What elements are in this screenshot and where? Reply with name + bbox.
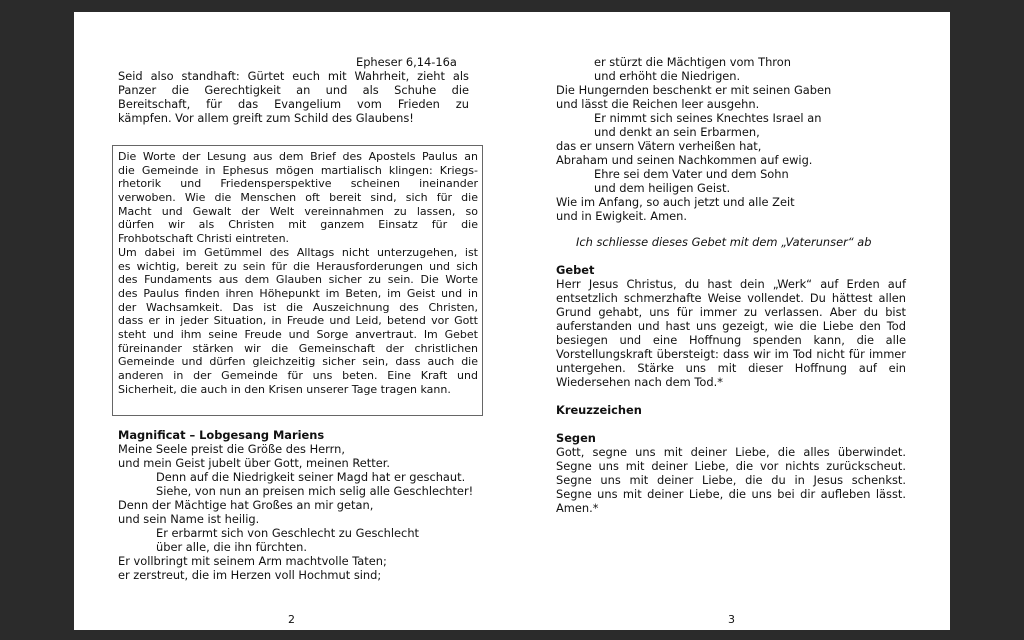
- magnificat-line: und erhöht die Niedrigen.: [594, 69, 741, 83]
- commentary-line: rhetorik und Friedensperspektive scheinen ineinander: [118, 177, 478, 191]
- commentary-line: Macht und Gewalt der Welt vereinnahmen zu lassen, so: [118, 204, 478, 218]
- page-left: [74, 12, 512, 630]
- prayer-line: Vorstellungskraft übersteigt: dass wir im Tod nicht für immer: [556, 347, 906, 361]
- magnificat-line: und mein Geist jubelt über Gott, meinen Retter.: [118, 456, 390, 470]
- blessing-title: Segen: [556, 431, 596, 445]
- prayer-line: Herr Jesus Christus, du hast dein „Werk“ auf Erden auf: [556, 277, 906, 291]
- cross-sign-title: Kreuzzeichen: [556, 403, 642, 417]
- magnificat-line: Siehe, von nun an preisen mich selig alle Geschlechter!: [156, 484, 474, 498]
- prayer-text: [556, 277, 906, 389]
- magnificat-line: Ehre sei dem Vater und dem Sohn: [594, 167, 789, 181]
- magnificat-line: und sein Name ist heilig.: [118, 512, 260, 526]
- commentary-line: dass er in jeder Situation, in Freude und Leid, betend vor Gott: [118, 314, 478, 328]
- blessing-line: Amen.*: [556, 501, 599, 515]
- commentary-line: verwoben. Wie die Menschen oft bereit sind, sich für die: [118, 191, 478, 205]
- commentary-box: [112, 145, 483, 416]
- magnificat-line: Er vollbringt mit seinem Arm machtvolle Taten;: [118, 554, 387, 568]
- reading-line: Seid also standhaft: Gürtet euch mit Wahrheit, zieht als: [118, 69, 469, 83]
- reading-line: Bereitschaft, für das Evangelium vom Frieden zu: [118, 97, 469, 111]
- blessing-line: Segne uns mit deiner Liebe, die vor nichts zurückscheut.: [556, 459, 906, 473]
- commentary-line: des Fundaments aus dem Glauben sicher zu sein. Die Worte: [118, 273, 478, 287]
- magnificat-line: Wie im Anfang, so auch jetzt und alle Zeit: [556, 195, 795, 209]
- page-number: 2: [288, 613, 295, 626]
- magnificat-text: [118, 442, 473, 582]
- magnificat-line: Abraham und seinen Nachkommen auf ewig.: [556, 153, 813, 167]
- blessing-line: Segne uns mit deiner Liebe, die du in Jesus schenkst.: [556, 473, 906, 487]
- prayer-line: Wiedersehen nach dem Tod.*: [556, 375, 723, 389]
- magnificat-line: Er nimmt sich seines Knechtes Israel an: [594, 111, 822, 125]
- page-right: [512, 12, 950, 630]
- magnificat-line: über alle, die ihn fürchten.: [156, 540, 308, 554]
- prayer-line: besiegen und eine Hoffnung spenden kann, die alle: [556, 333, 906, 347]
- magnificat-line: Denn der Mächtige hat Großes an mir getan,: [118, 498, 374, 512]
- magnificat-line: und in Ewigkeit. Amen.: [556, 209, 688, 223]
- magnificat-line: Denn auf die Niedrigkeit seiner Magd hat er geschaut.: [156, 470, 466, 484]
- magnificat-line: Die Hungernden beschenkt er mit seinen Gaben: [556, 83, 832, 97]
- magnificat-title: Magnificat – Lobgesang Mariens: [118, 428, 325, 442]
- magnificat-line: Meine Seele preist die Größe des Herrn,: [118, 442, 345, 456]
- commentary-line: Frohbotschaft Christi eintreten.: [118, 232, 290, 246]
- commentary-line: anderen in der Gemeinde für uns beten. Eine Kraft und: [118, 369, 478, 382]
- commentary-line: die Gemeinde in Ephesus mögen martialisch klingen: Kriegs-: [118, 163, 478, 177]
- magnificat-continued: [556, 55, 831, 223]
- commentary-line: dürfen wir als Christen mit ganzem Einsatz für die: [118, 218, 478, 232]
- commentary-line: des Paulus finden ihren Höhepunkt im Beten, im Geist und in: [118, 286, 478, 300]
- commentary-line: der Wachsamkeit. Das ist die Auszeichnung des Christen,: [118, 300, 478, 314]
- magnificat-line: und dem heiligen Geist.: [594, 181, 731, 195]
- reading-text: [118, 69, 469, 125]
- page-number: 3: [728, 613, 735, 626]
- reading-line: Panzer die Gerechtigkeit an und als Schuhe die: [118, 83, 469, 97]
- commentary-line: Gemeinde und dürfen gleichzeitig sicher sein, dass auch die: [118, 355, 478, 369]
- prayer-line: Grund gehabt, uns für immer zu verlassen. Aber du bist: [556, 305, 906, 319]
- commentary-line: Die Worte der Lesung aus dem Brief des Apostels Paulus an: [118, 150, 478, 163]
- document-spread: [74, 12, 950, 630]
- blessing-text: [556, 445, 906, 515]
- magnificat-line: er stürzt die Mächtigen vom Thron: [594, 55, 791, 69]
- vaterunser-note: Ich schliesse dieses Gebet mit dem „Vaterunser“ ab: [576, 235, 872, 249]
- commentary-line: es wichtig, bereit zu sein für die Herausforderungen und sich: [118, 259, 478, 273]
- commentary-line: Sicherheit, die auch in den Krisen unserer Tage tragen kann.: [118, 382, 451, 396]
- blessing-line: Segne uns mit deiner Liebe, die uns bei dir aufleben lässt.: [556, 487, 906, 501]
- commentary-line: steht und ihm seine Freude und Sorge anvertraut. Im Gebet: [118, 327, 478, 341]
- magnificat-line: Er erbarmt sich von Geschlecht zu Geschlecht: [156, 526, 420, 540]
- blessing-line: Gott, segne uns mit deiner Liebe, die alles überwindet.: [556, 445, 906, 459]
- prayer-title: Gebet: [556, 263, 595, 277]
- prayer-line: untergehen. Stärke uns mit dieser Hoffnung auf ein: [556, 361, 906, 375]
- prayer-line: entsetzlich schmerzhafte Weise vollendet. Du hättest allen: [556, 291, 906, 305]
- commentary-line: füreinander stärken wir die Gemeinschaft der christlichen: [118, 341, 478, 355]
- magnificat-line: und denkt an sein Erbarmen,: [594, 125, 760, 139]
- commentary-line: Um dabei im Getümmel des Alltags nicht unterzugehen, ist: [118, 245, 478, 259]
- magnificat-line: und lässt die Reichen leer ausgehn.: [556, 97, 760, 111]
- reading-line: kämpfen. Vor allem greift zum Schild des Glaubens!: [118, 111, 414, 125]
- scripture-reference: Epheser 6,14-16a: [356, 55, 457, 69]
- prayer-line: auferstanden und hast uns gezeigt, wie die Liebe den Tod: [556, 319, 906, 333]
- magnificat-line: er zerstreut, die im Herzen voll Hochmut sind;: [118, 568, 382, 582]
- magnificat-line: das er unsern Vätern verheißen hat,: [556, 139, 762, 153]
